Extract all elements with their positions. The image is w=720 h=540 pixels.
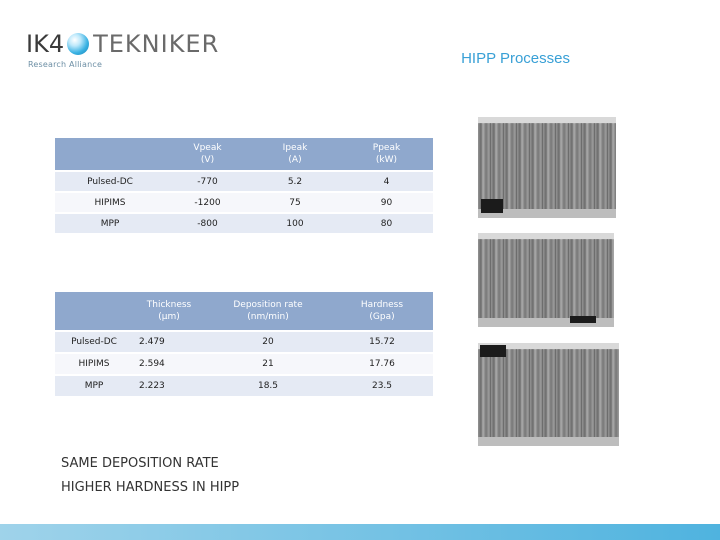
header-cell <box>331 292 433 330</box>
table-cell: -800 <box>165 212 250 233</box>
film-properties-table <box>55 292 433 396</box>
table-cell: 15.72 <box>331 330 433 352</box>
globe-icon <box>67 33 89 55</box>
table-cell: 4 <box>340 170 433 191</box>
header-cell <box>205 292 331 330</box>
header-ipeak-unit: (A) <box>288 155 302 165</box>
scale-bar-icon <box>480 345 506 357</box>
header-ipeak: Ipeak <box>282 143 308 153</box>
header-ppeak: Ppeak <box>372 143 401 153</box>
header-hardness: Hardness <box>360 300 404 310</box>
table-row <box>55 374 433 396</box>
row-label: MPP <box>55 212 165 233</box>
row-label: MPP <box>55 374 133 396</box>
header-vpeak-unit: (V) <box>200 155 215 165</box>
table-cell: 90 <box>340 191 433 212</box>
scale-bar-icon <box>481 199 503 213</box>
sem-image-pulsed-dc <box>478 117 616 218</box>
table-cell: 2.479 <box>133 330 205 352</box>
header-cell <box>165 138 250 170</box>
conclusion-line: HIGHER HARDNESS IN HIPP <box>61 480 240 495</box>
header-ppeak-unit: (kW) <box>375 155 398 165</box>
table-cell: 75 <box>250 191 340 212</box>
conclusion-text <box>61 452 239 500</box>
table-header-row <box>55 292 433 330</box>
logo-subtitle: Research Alliance <box>28 60 103 69</box>
table-cell: 100 <box>250 212 340 233</box>
sem-substrate <box>478 437 619 446</box>
table-cell: 18.5 <box>205 374 331 396</box>
peak-parameters-table <box>55 138 433 233</box>
table-cell: -770 <box>165 170 250 191</box>
sem-image-hipims <box>478 233 614 327</box>
header-corner-cell <box>55 292 133 330</box>
sem-columns <box>478 239 614 319</box>
header-corner-cell <box>55 138 165 170</box>
header-cell <box>133 292 205 330</box>
header-thickness-unit: (μm) <box>158 312 180 322</box>
header-cell <box>250 138 340 170</box>
row-label: Pulsed-DC <box>55 330 133 352</box>
table-row <box>55 212 433 233</box>
scale-bar-icon <box>570 316 596 323</box>
conclusion-line: SAME DEPOSITION RATE <box>61 456 219 471</box>
sem-columns <box>478 349 619 438</box>
sem-columns <box>478 123 616 210</box>
header-thickness: Thickness <box>146 300 192 310</box>
table-cell: -1200 <box>165 191 250 212</box>
table-cell: 80 <box>340 212 433 233</box>
header-vpeak: Vpeak <box>193 143 222 153</box>
table-cell: 20 <box>205 330 331 352</box>
slide-title: HIPP Processes <box>461 50 570 67</box>
table-cell: 23.5 <box>331 374 433 396</box>
table-cell: 2.223 <box>133 374 205 396</box>
table-row <box>55 170 433 191</box>
table-cell: 21 <box>205 352 331 374</box>
table-cell: 17.76 <box>331 352 433 374</box>
sem-image-mpp <box>478 343 619 446</box>
footer-bar <box>0 524 720 540</box>
logo-ik4: IK4 <box>26 30 65 58</box>
row-label: HIPIMS <box>55 191 165 212</box>
header-cell <box>340 138 433 170</box>
table-cell: 5.2 <box>250 170 340 191</box>
logo-tekniker: TEKNIKER <box>93 30 220 58</box>
table-row <box>55 352 433 374</box>
table-row <box>55 191 433 212</box>
header-deposition-rate-unit: (nm/min) <box>247 312 289 322</box>
ik4-tekniker-logo <box>26 28 246 72</box>
header-hardness-unit: (Gpa) <box>369 312 395 322</box>
row-label: Pulsed-DC <box>55 170 165 191</box>
header-deposition-rate: Deposition rate <box>233 300 303 310</box>
table-row <box>55 330 433 352</box>
table-cell: 2.594 <box>133 352 205 374</box>
table-header-row <box>55 138 433 170</box>
row-label: HIPIMS <box>55 352 133 374</box>
logo-wordmark <box>26 28 219 60</box>
